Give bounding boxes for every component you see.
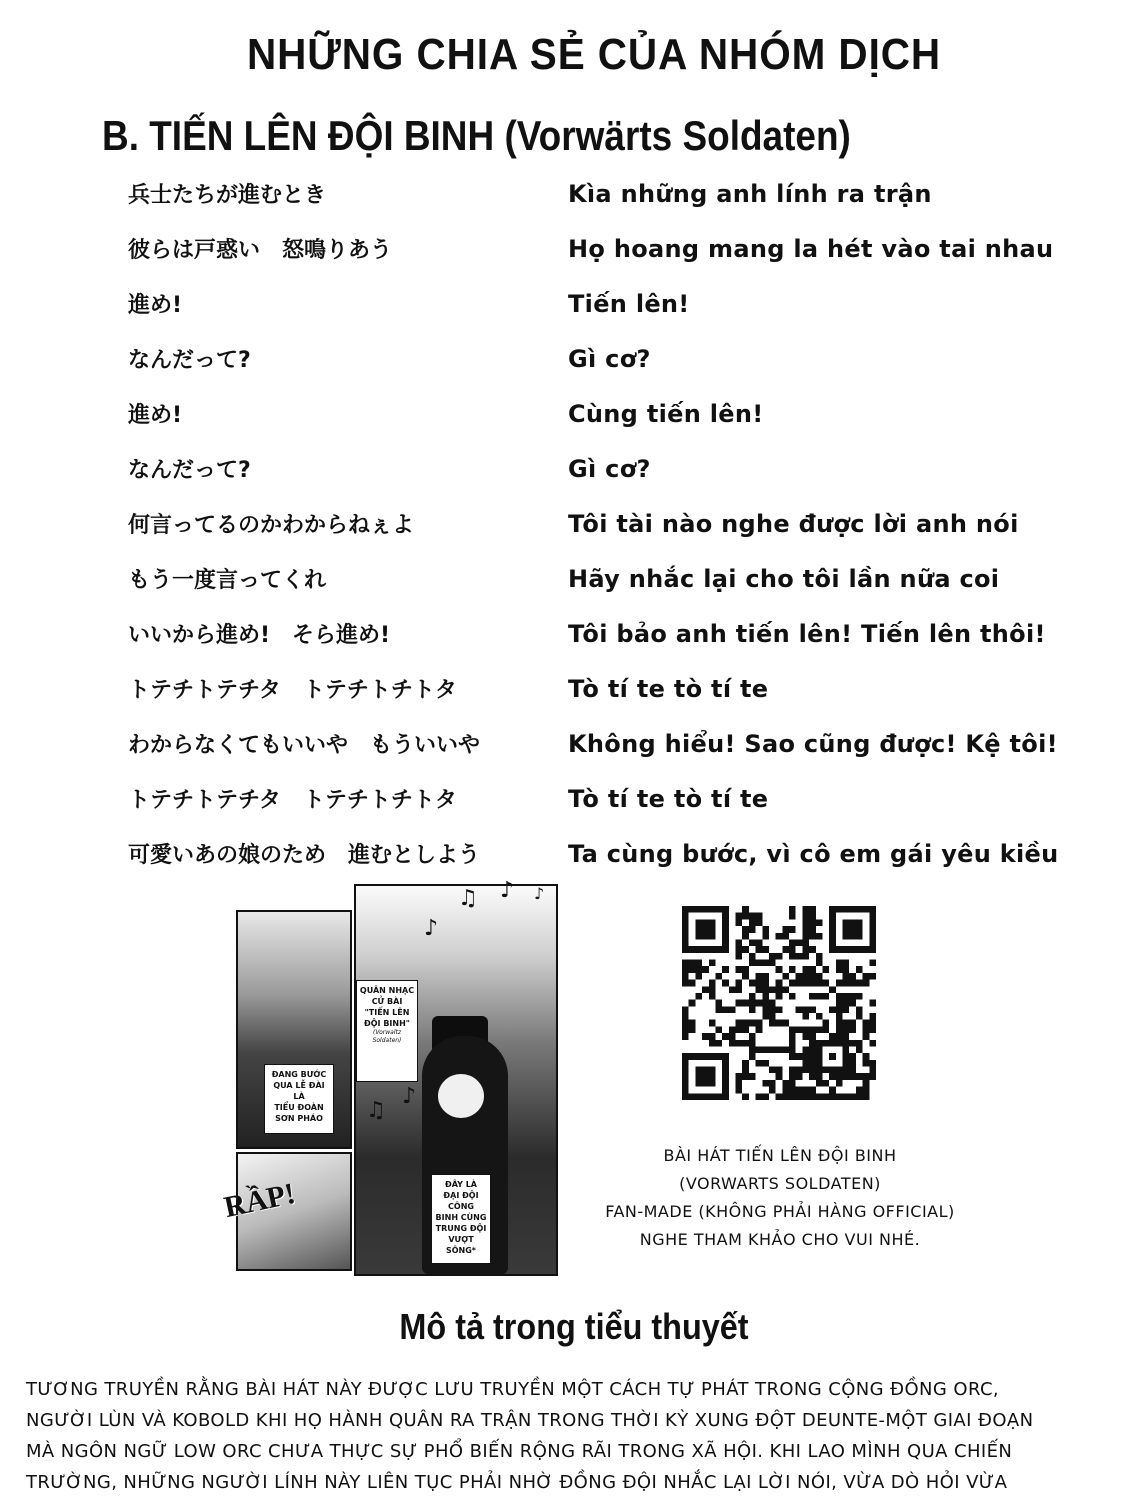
lyric-vietnamese: Cùng tiến lên! bbox=[568, 400, 764, 428]
lyric-row bbox=[0, 838, 1148, 893]
bubble-line: ĐỘI BINH" bbox=[364, 1019, 410, 1028]
page-title: NHỮNG CHIA SẺ CỦA NHÓM DỊCH bbox=[246, 30, 942, 79]
manga-illustration bbox=[221, 878, 558, 1272]
lyric-vietnamese: Tò tí te tò tí te bbox=[568, 785, 769, 813]
lyric-japanese: わからなくてもいいや もういいや bbox=[128, 733, 481, 758]
qr-caption-line: FAN-MADE (KHÔNG PHẢI HÀNG OFFICIAL) bbox=[605, 1202, 955, 1221]
lyric-row bbox=[0, 288, 1148, 343]
novel-line: NGƯỜI LÙN VÀ KOBOLD KHI HỌ HÀNH QUÂN RA TRẬN TRONG THỜI KỲ XUNG ĐỘT DEUNTE-MỘT GIAI ĐOẠN bbox=[26, 1410, 1034, 1431]
lyric-vietnamese: Không hiểu! Sao cũng được! Kệ tôi! bbox=[568, 730, 1058, 758]
music-note-icon: ♫ bbox=[366, 1098, 386, 1123]
lyric-row bbox=[0, 728, 1148, 783]
lyric-vietnamese: Ta cùng bước, vì cô em gái yêu kiều bbox=[568, 840, 1059, 868]
lyric-japanese: 進め! bbox=[128, 293, 183, 318]
lyric-row bbox=[0, 398, 1148, 453]
lyric-japanese: なんだって? bbox=[128, 458, 251, 483]
lyric-japanese: トテチトテチタ トテチトチトタ bbox=[128, 678, 457, 703]
lyric-japanese: もう一度言ってくれ bbox=[128, 568, 327, 593]
lyric-vietnamese: Kìa những anh lính ra trận bbox=[568, 180, 932, 208]
bubble-line: ĐẠI ĐỘI CÔNG bbox=[443, 1191, 479, 1211]
bubble-line: VƯỢT SÔNG* bbox=[445, 1235, 476, 1255]
lyric-japanese: 進め! bbox=[128, 403, 183, 428]
lyric-japanese: なんだって? bbox=[128, 348, 251, 373]
bubble-line: QUÂN NHẠC bbox=[359, 986, 415, 995]
novel-line: TƯƠNG TRUYỀN RẰNG BÀI HÁT NÀY ĐƯỢC LƯU TRUYỀN MỘT CÁCH TỰ PHÁT TRONG CỘNG ĐỒNG ORC, bbox=[26, 1379, 1000, 1400]
bubble-line: TRUNG ĐỘI bbox=[435, 1224, 487, 1233]
lyrics-table bbox=[0, 178, 1148, 893]
sound-effect: RẦP! bbox=[221, 1176, 299, 1225]
lyric-vietnamese: Họ hoang mang la hét vào tai nhau bbox=[568, 235, 1054, 263]
qr-code-icon[interactable] bbox=[682, 906, 876, 1100]
lyric-vietnamese: Tò tí te tò tí te bbox=[568, 675, 769, 703]
lyric-row bbox=[0, 453, 1148, 508]
novel-line: TRƯỜNG, NHỮNG NGƯỜI LÍNH NÀY LIÊN TỤC PHẢI NHỜ ĐỒNG ĐỘI NHẮC LẠI LỜI NÓI, VỪA DÒ HỎI VỪA bbox=[26, 1472, 1008, 1493]
qr-caption-line: (VORWARTS SOLDATEN) bbox=[679, 1174, 881, 1193]
bubble-line: ĐÂY LÀ bbox=[445, 1180, 477, 1189]
music-note-icon: ♪ bbox=[534, 884, 545, 903]
speech-bubble-engineers bbox=[431, 1174, 491, 1264]
lyric-vietnamese: Tôi tài nào nghe được lời anh nói bbox=[568, 510, 1019, 538]
lyric-vietnamese: Gì cơ? bbox=[568, 455, 651, 483]
music-note-icon: ♪ bbox=[500, 878, 515, 903]
speech-bubble-band bbox=[356, 980, 418, 1082]
lyric-row bbox=[0, 343, 1148, 398]
bubble-note: (Vorwaltz Soldaten) bbox=[372, 1029, 402, 1044]
lyric-row bbox=[0, 783, 1148, 838]
music-note-icon: ♪ bbox=[424, 916, 439, 941]
lyric-vietnamese: Tiến lên! bbox=[568, 290, 690, 318]
novel-description bbox=[26, 1374, 1126, 1498]
bubble-line: ĐANG BƯỚC bbox=[271, 1070, 327, 1079]
lyric-japanese: 何言ってるのかわからねぇよ bbox=[128, 513, 415, 538]
soldier-face-shape bbox=[438, 1074, 484, 1118]
lyric-japanese: トテチトテチタ トテチトチトタ bbox=[128, 788, 457, 813]
qr-caption bbox=[575, 1142, 985, 1254]
lyric-row bbox=[0, 233, 1148, 288]
bubble-line: "TIẾN LÊN bbox=[364, 1008, 410, 1017]
lyric-vietnamese: Hãy nhắc lại cho tôi lần nữa coi bbox=[568, 565, 1000, 593]
lyric-row bbox=[0, 673, 1148, 728]
lyric-row bbox=[0, 178, 1148, 233]
bubble-line: QUA LỄ ĐÀI LÀ bbox=[273, 1081, 325, 1101]
lyric-row bbox=[0, 508, 1148, 563]
bubble-line: BINH CÙNG bbox=[435, 1213, 487, 1222]
music-note-icon: ♫ bbox=[458, 886, 478, 911]
lyric-row bbox=[0, 618, 1148, 673]
lyric-row bbox=[0, 563, 1148, 618]
bubble-line: SƠN PHÁO bbox=[275, 1114, 323, 1123]
qr-caption-line: BÀI HÁT TIẾN LÊN ĐỘI BINH bbox=[663, 1146, 897, 1165]
lyric-vietnamese: Tôi bảo anh tiến lên! Tiến lên thôi! bbox=[568, 620, 1046, 648]
novel-section-title: Mô tả trong tiểu thuyết bbox=[399, 1306, 749, 1347]
lyric-japanese: いいから進め! そら進め! bbox=[128, 623, 391, 648]
bubble-line: CỬ BÀI bbox=[371, 997, 403, 1006]
section-title: B. TIẾN LÊN ĐỘI BINH (Vorwärts Soldaten) bbox=[102, 112, 851, 159]
lyric-vietnamese: Gì cơ? bbox=[568, 345, 651, 373]
novel-line: MÀ NGÔN NGỮ LOW ORC CHƯA THỰC SỰ PHỔ BIẾN RỘNG RÃI TRONG XÃ HỘI. KHI LAO MÌNH QUA CHIẾN bbox=[26, 1441, 1013, 1462]
bubble-line: TIỂU ĐOÀN bbox=[274, 1103, 324, 1112]
speech-bubble-battalion bbox=[264, 1064, 334, 1134]
music-note-icon: ♪ bbox=[402, 1084, 417, 1109]
lyric-japanese: 可愛いあの娘のため 進むとしよう bbox=[128, 843, 481, 868]
lyric-japanese: 兵士たちが進むとき bbox=[128, 183, 327, 208]
lyric-japanese: 彼らは戸惑い 怒鳴りあう bbox=[128, 238, 393, 263]
qr-caption-line: NGHE THAM KHẢO CHO VUI NHÉ. bbox=[639, 1230, 921, 1249]
